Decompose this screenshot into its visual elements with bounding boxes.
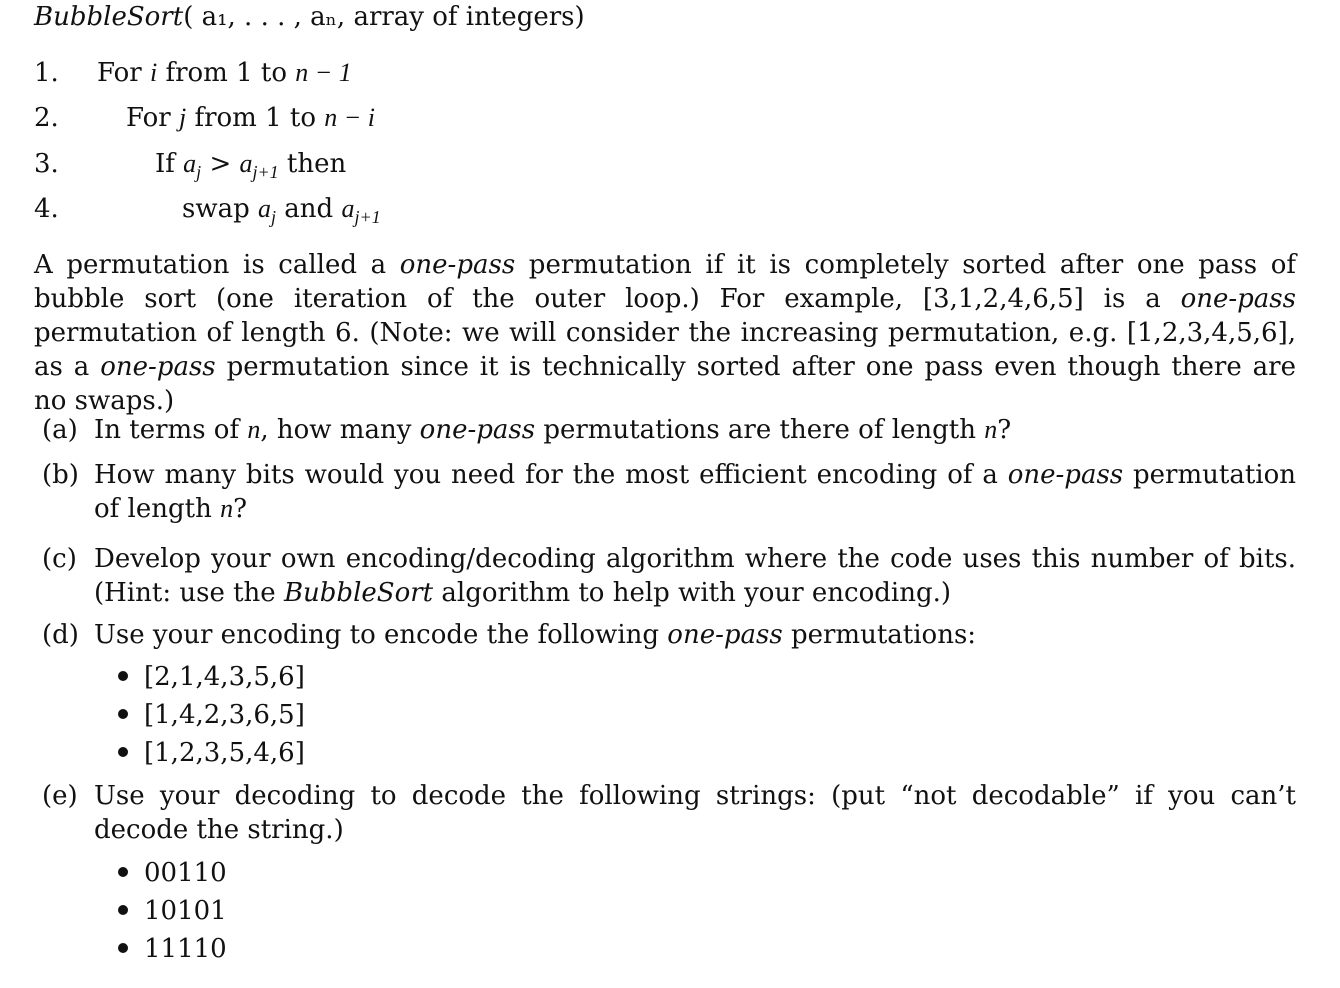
function-signature: ( a₁, . . . , aₙ, array of integers) bbox=[183, 2, 585, 32]
algo-operator: > bbox=[201, 149, 240, 179]
algo-text: and bbox=[276, 194, 342, 224]
algo-line-1 bbox=[97, 56, 352, 90]
math-var: n bbox=[247, 415, 261, 444]
algo-line-number-3: 3. bbox=[34, 149, 59, 179]
term-one-pass: one-pass bbox=[667, 620, 783, 650]
function-name: BubbleSort bbox=[34, 2, 184, 32]
intro-text: permutation of length 6. (Note: we will consider the increasing permutation, e.g. [1,2,3,4,5,6], as a bbox=[34, 318, 1296, 382]
bitstring-item: 11110 bbox=[144, 934, 227, 964]
algo-text: from 1 to bbox=[157, 58, 296, 88]
bitstring-item: 00110 bbox=[144, 858, 227, 888]
permutation-item: [1,2,3,5,4,6] bbox=[144, 738, 305, 768]
term-one-pass: one-pass bbox=[1180, 284, 1296, 314]
algo-line-number-1: 1. bbox=[34, 58, 59, 88]
subscript: j bbox=[196, 162, 202, 182]
question-b bbox=[94, 458, 1296, 526]
algo-expr: n − 1 bbox=[295, 58, 352, 87]
algo-var: a bbox=[258, 194, 272, 223]
list-item bbox=[118, 894, 227, 928]
question-c-label: (c) bbox=[42, 544, 77, 574]
question-text: permutation of length bbox=[94, 460, 1296, 524]
intro-text: permutation since it is technically sorted after one pass even though there are no swaps.) bbox=[34, 352, 1297, 416]
list-item bbox=[118, 856, 227, 890]
question-text: ? bbox=[997, 415, 1012, 445]
term-one-pass: one-pass bbox=[100, 352, 216, 382]
term-one-pass: one-pass bbox=[419, 415, 536, 445]
algo-line-4 bbox=[182, 192, 381, 234]
term-one-pass: one-pass bbox=[1007, 460, 1124, 490]
question-a bbox=[94, 413, 1296, 447]
algo-line-number-4: 4. bbox=[34, 194, 59, 224]
permutation-item: [2,1,4,3,5,6] bbox=[144, 662, 305, 692]
question-b-label: (b) bbox=[42, 460, 79, 490]
algo-text: then bbox=[278, 149, 347, 179]
subscript: j bbox=[271, 207, 277, 227]
algo-line-2 bbox=[126, 101, 375, 135]
bullet-icon bbox=[118, 943, 128, 953]
question-text: permutations: bbox=[782, 620, 977, 650]
subscript: j+1 bbox=[252, 162, 279, 182]
math-var: n bbox=[220, 494, 234, 523]
list-item bbox=[118, 736, 305, 770]
question-text: In terms of bbox=[94, 415, 248, 445]
bitstring-item: 10101 bbox=[144, 896, 227, 926]
algo-var: a bbox=[341, 194, 355, 223]
bullet-icon bbox=[118, 905, 128, 915]
algo-var: i bbox=[149, 58, 158, 87]
intro-paragraph bbox=[34, 248, 1296, 418]
bullet-icon bbox=[118, 747, 128, 757]
list-item bbox=[118, 932, 227, 966]
algo-text: If bbox=[155, 149, 184, 179]
subscript: j+1 bbox=[354, 207, 381, 227]
question-text: ? bbox=[233, 494, 248, 524]
question-d bbox=[94, 618, 1296, 652]
algo-line-number-2: 2. bbox=[34, 103, 59, 133]
bullet-icon bbox=[118, 867, 128, 877]
question-d-label: (d) bbox=[42, 620, 79, 650]
intro-text: permutation if it is completely sorted after one pass of bubble sort (one iteration of the outer loop.) For example, [3,1,2,4,6,5] is a bbox=[34, 250, 1296, 314]
question-text: Develop your own encoding/decoding algorithm where the code uses this number of bits. (Hint: use the bbox=[94, 544, 1296, 608]
algorithm-header bbox=[34, 0, 585, 34]
algo-text: For bbox=[126, 103, 179, 133]
list-item bbox=[118, 660, 305, 694]
algo-text: For bbox=[97, 58, 150, 88]
list-item bbox=[118, 698, 305, 732]
question-e-label: (e) bbox=[42, 781, 78, 811]
permutation-item: [1,4,2,3,6,5] bbox=[144, 700, 305, 730]
algo-text: swap bbox=[182, 194, 259, 224]
question-text: How many bits would you need for the most efficient encoding of a bbox=[94, 460, 1008, 490]
term-one-pass: one-pass bbox=[399, 250, 516, 280]
algo-var: a bbox=[183, 149, 197, 178]
bullet-icon bbox=[118, 671, 128, 681]
question-text: , how many bbox=[260, 415, 420, 445]
algo-line-3 bbox=[155, 147, 346, 189]
algo-var: j bbox=[178, 103, 187, 132]
question-c bbox=[94, 542, 1296, 610]
question-text: permutations are there of length bbox=[535, 415, 985, 445]
intro-text: A permutation is called a bbox=[34, 250, 400, 280]
algo-text: from 1 to bbox=[186, 103, 325, 133]
question-text: algorithm to help with your encoding.) bbox=[433, 578, 951, 608]
question-text: Use your encoding to encode the following bbox=[94, 620, 668, 650]
algo-var: a bbox=[239, 149, 253, 178]
algo-expr: n − i bbox=[324, 103, 376, 132]
question-e: Use your decoding to decode the following strings: (put “not decodable” if you can’t decode the string.) bbox=[94, 781, 1296, 845]
math-var: n bbox=[984, 415, 998, 444]
term-bubblesort: BubbleSort bbox=[283, 578, 434, 608]
bullet-icon bbox=[118, 709, 128, 719]
question-a-label: (a) bbox=[42, 415, 78, 445]
